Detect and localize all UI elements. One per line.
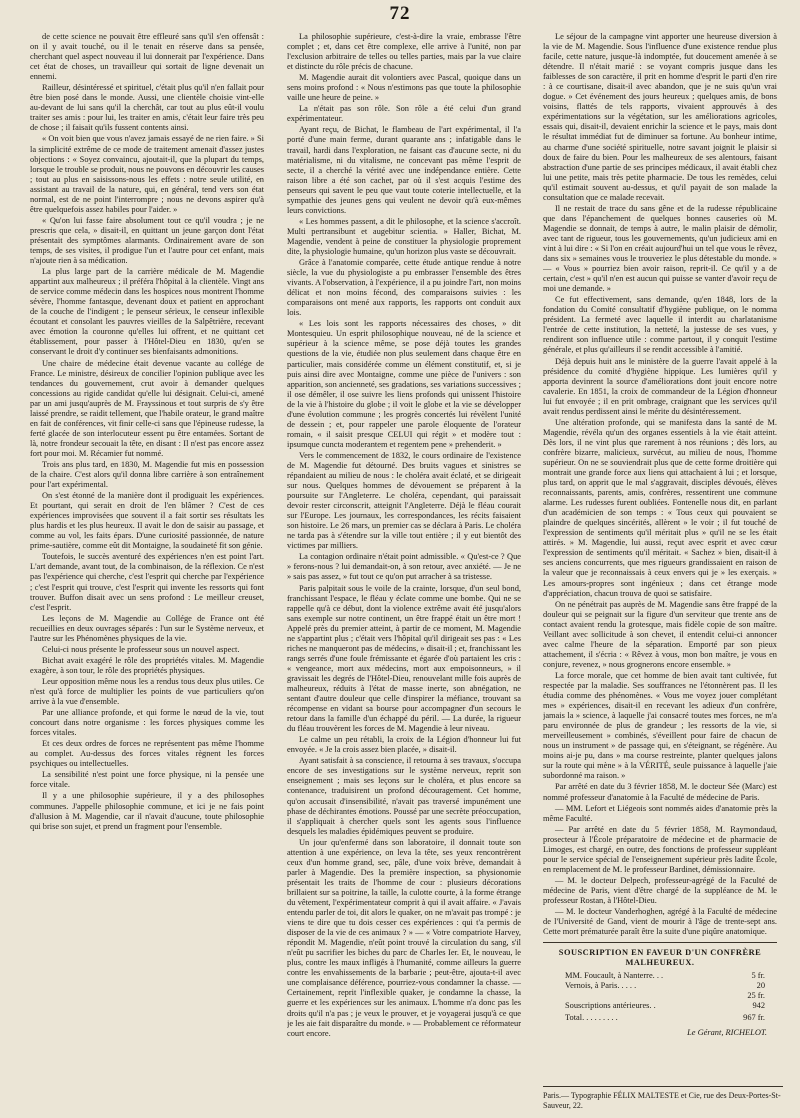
subscription-list — [543, 971, 777, 1011]
subscription-total — [543, 1013, 777, 1023]
column-1-paragraph: Il y a une philosophie supérieure, il y a des philosophes communes. J'appelle philosophie commune, et ici je ne fais point d'allusion à M. Magendie, car il n'avait d'aucune, toute philosophie qui brise son sujet, et prend un fragment pour l'ensemble. — [30, 791, 264, 831]
column-1-paragraph: Trois ans plus tard, en 1830, M. Magendie fut mis en possession de la chaire. C'est alors qu'il donna libre carrière à son entraînement pour l'art expérimental. — [30, 459, 264, 490]
column-1-paragraph: de cette science ne pouvait être effleuré sans qu'il s'en offensât : on il y avait touché, ou il le tenait en réserve dans sa pensée, cherchant quel aspect nouveau il lui donnerait par l'expérience. Dans cet état de choses, un travailleur qui sortait de ligne devenait un ennemi. — [30, 32, 264, 82]
column-2-paragraph: Paris palpitait sous le voile de la crainte, lorsque, d'un seul bond, franchissant l'espace, le fléau y éclate comme une bombe. Qui ne se rappelle qu'à ce début, dont la violence extrême avait été jusqu'alors sans exemple sur notre continent, un être frappé était un être mort ! Appelé près du premier atteint, à partir de ce moment, M. Magendie ne s'appartint plus ; c'était vers l'hôpital qu'il dirigeait ses pas : « Les riches ne manqueront pas de médecins, » disait-il ; et, franchissant les rangs serrés d'une foule frémissante et égarée d'où partaient les cris : « vengeance, mort aux médecins, mort aux empoisonneurs, » il gravissait les degrés de l'Hôtel-Dieu, renouvelant mille fois auprès de malheureux, réduits à l'état de masse inerte, son abnégation, ne sentant d'autre douleur que celle d'inspirer la méfiance, trouvant sa récompense en vidant sa bourse pour accompagner d'un secours le retour dans la famille d'un échappé du péril. — La durée, la rigueur du fléau trouvèrent les forces de M. Magendie à leur niveau. — [287, 583, 521, 734]
subscription-entry-name: Souscriptions antérieures. . — [565, 1001, 656, 1011]
column-3-paragraph: — Par arrêté en date du 5 février 1858, M. Raymondaud, prosecteur à l'École préparatoire de médecine et de pharmacie de Limoges, est chargé, en outre, des fonctions de professeur suppléant pour le service spécial de l'enseignement supérieur près ladite École, en remplacement de M. le professeur Bardinet, démissionnaire. — [543, 824, 777, 874]
column-2-paragraph: Un jour qu'enfermé dans son laboratoire, il donnait toute son attention à une expérience, on leva la tête, ses yeux rencontrèrent ceux d'un homme grand, sec, pâle, d'une voix brève, demandait à parler à Magendie. Des la première inspection, sa physionomie présentait les traits de l'homme de cour : plusieurs décorations brillaient sur sa poitrine, la taille, la culotte courte, à la forme étrange du vêtement, l'expérimentateur comprit à qui il avait affaire. « J'avais entendu parler de toi, dit alors le quaker, on ne m'avait pas trompé : je viens te dire que tu dois cesser ces expériences : qui t'a permis de disposer de la vie de ces animaux ? » — « Votre compatriote Harvey, répondit M. Magendie, n'eût point trouvé la circulation du sang, s'il n'eût pu sacrifier les biches du parc de Charles Ier. Et, le nouveau, le plus, contre les maux infligés à l'humanité, comme ailleurs la guerre contre les envahissements de la barbarie ; peut-être, ajouta-t-il avec une complaisance déférence, pourriez-vous condamner la chasse. — Certainement, reprit l'inflexible quaker, je condamne la chasse, la guerre et les expériences sur les animaux. L'homme n'a donc pas les droits qu'il n'a pas ; je veux le prouver, et je voyagerai jusqu'à ce que je les aie fait disparaître du monde. » — Probablement ce réformateur court encore. — [287, 837, 521, 1038]
subscription-entry — [543, 1001, 777, 1011]
column-3-paragraph: Ce fut effectivement, sans demande, qu'en 1848, lors de la fondation du Comité consultatif d'hygiène publique, on le nomma président. La fermeté avec laquelle il interdit au charlatanisme l'entrée de cette institution, la netteté, la justesse de ses vues, y rendirent son influence utile : comme partout, il y conquit l'estime générale, et plus qu'ailleurs il se rendit accessible à l'amitié. — [543, 295, 777, 355]
subscription-total-amount: 967 fr. — [743, 1013, 765, 1023]
column-2-paragraph: La n'était pas son rôle. Son rôle a été celui d'un grand expérimentateur. — [287, 104, 521, 124]
subscription-rule — [543, 942, 777, 943]
subscription-total-label: Total. . . . . . . . . — [565, 1013, 618, 1023]
column-middle — [287, 32, 521, 1082]
column-2-paragraph: « Les hommes passent, a dit le philosophe, et la science s'accroît. Multi pertransibunt et augebitur scientia. » Haller, Bichat, M. Magendie, vendent à peine de constituer la physiologie proprement dite, la physiologie humaine, qu'un horizon plus vaste se découvrait. — [287, 216, 521, 256]
subscription-title: SOUSCRIPTION EN FAVEUR D'UN CONFRÈRE MALHEUREUX. — [558, 948, 762, 968]
column-right-body — [543, 32, 777, 937]
column-3-paragraph: La force morale, que cet homme de bien avait tant cultivée, fut respectée par la maladie. Ses souffrances ne l'étonnèrent pas. Il les étudia comme des phénomènes. « Vous me voyez jouer complétant mes » expériences, disait-il en recevant les adieux d'un confrère, jamais la » science, à laquelle j'ai consacré toutes mes forces, ne m'a paru environnée de plus de grandeur ; les ressorts de la vie, si merveilleusement » combinés, s'éveillent pour faire de chacun de nous un instrument » de passage qui, en s'éteignant, se régénère. Au moins ai-je pu, dans » ma course restreinte, planter quelques jalons sur la route qui mène » à la VÉRITÉ, seule puissance à laquelle j'aie subordonné ma raison. » — [543, 670, 777, 781]
editor-signature: Le Gérant, RICHELOT. — [687, 1027, 767, 1037]
column-right — [543, 32, 777, 1082]
column-3-paragraph: Le séjour de la campagne vint apporter une heureuse diversion à la vie de M. Magendie. Sous l'influence d'une existence rendue plus facile, cette nature, jusque-là indomptée, fut doucement amenée à se détendre. Il n'était marié : se voyant compris jusque dans les faiblesses de son caractère, il prit en homme d'esprit le parti d'en rire : à ce courtisane, disait-il avec abandon, que je ne suis qu'un vrai dogue. » Cet événement des jours heureux ; quelques amis, de bons voisins, flattés de tels rapports, vivaient approuvés à des expérimentations sur la végétation, sur les améliorations agricoles, essais qui, disait-il, devaient enrichir la science et le pays, mais dont le résultat immédiat fut de diminuer sa fortune. Au bonheur intime, au charme d'une société spirituelle, notre savant joignit le plaisir si doux de faire du bien. Pour les malheureux de ses alentours, faisant abstraction d'une partie de ses principes médicaux, il avait établi chez lui une petite, mais très petite pharmacie. De tous les remèdes, celui qu'il estimait souvent au-dessus, et qu'il payait de son malade la consultation que ce malade recevait. — [543, 32, 777, 202]
column-3-paragraph: — MM. Lefort et Liégeois sont nommés aides d'anatomie près la même Faculté. — [543, 803, 777, 823]
column-3-paragraph: Déjà depuis huit ans le ministère de la guerre l'avait appelé à la présidence du comité d'hygiène hippique. Les lumières qu'il y apporta devinrent la source d'améliorations dont jouit encore notre cavalerie. En 1851, la croix de commandeur de la Légion d'honneur lui fut envoyée ; il en prit ombrage, craignant que les services qu'il avait rendus perdissent ainsi le mérite du désintéressement. — [543, 356, 777, 416]
column-2-paragraph: Grâce à l'anatomie comparée, cette étude antique rendue à notre siècle, la vue du physiologiste a pu embrasser l'ensemble des êtres vivants. A l'observation, à l'expérience, il a pu joindre l'art, non moins délicat et non moins fécond, des comparaisons suivies : les comparaisons ont mené aux rapports, les rapports ont conduit aux lois. — [287, 258, 521, 318]
subscription-entry — [543, 991, 777, 1001]
column-left — [30, 32, 264, 1082]
column-2-paragraph: La contagion ordinaire n'était point admissible. « Qu'est-ce ? Que » ferons-nous ? lui demandait-on, à son retour, avec anxiété. — Je ne » sais pas assez, » fut tout ce qu'on put arracher à sa tristesse. — [287, 552, 521, 582]
page-number: 72 — [389, 3, 411, 24]
column-1-paragraph: « Qu'on lui fasse faire absolument tout ce qu'il voudra ; je ne prescris que cela, » disait-il, en quittant un jeune garçon dont l'état présentait des symptômes alarmants. Ordinairement avare de son temps, de ses visites, il prodigue l'un et l'autre pour cet enfant, mais n'ajoute rien à sa médication. — [30, 215, 264, 266]
column-1-paragraph: Railleur, désintéressé et spirituel, c'était plus qu'il n'en fallait pour être bien posé dans le monde. Aussi, une clientèle choisie vint-elle au-devant de lui sans qu'il la cherchât, car tout au plus eût-il voulu traiter ses amis : pour lui, les traiter en amis, c'était leur faire très peu de chose ; il faisait qu'ils fussent contents ainsi. — [30, 83, 264, 133]
subscription-entry-name: MM. Foucault, à Nanterre. . . — [565, 971, 664, 981]
column-2-paragraph: Ayant reçu, de Bichat, le flambeau de l'art expérimental, il l'a porté d'une main ferme, durant quarante ans ; infatigable dans le travail, hardi dans l'exploration, ne faisant cas d'aucune secte, ni du matérialisme, ni du vitalisme, ne concevant pas même l'esprit de secte, il a cherché la vérité avec une indépendance entière. Cette raison libre a été son cachet, par où il s'est acquis l'estime des penseurs qui savent le peu que vaut toute coterie intellectuelle, et la sympathie des jeunes gens qui veulent ne devoir qu'à eux-mêmes leurs convictions. — [287, 125, 521, 215]
subscription-entry — [543, 971, 777, 981]
column-3-paragraph: Il ne restait de trace du sans gêne et de la rudesse républicaine que dans l'épanchement de quelques bonnes causeries où M. Magendie se donnait, de temps à autre, le malin plaisir de démolir, avec tant de rigueur, tous les gouvernements, qu'un judicieux ami en vint à lui dire : « Si l'on en créait aujourd'hui un tel que vous le rêvez, dans six » semaines vous le trouveriez le plus détestable du monde. » — « Vous » pourriez bien avoir raison, reprit-il. Ce qu'il y a de certain, c'est » qu'il n'en est aucun qui puisse se vanter d'avoir reçu de moi une demande. » — [543, 203, 777, 294]
column-2-paragraph: M. Magendie aurait dit volontiers avec Pascal, quoique dans un sens moins profond : « Nous n'estimons pas que toute la philosophie vaille une heure de peine. » — [287, 73, 521, 103]
column-1-paragraph: Et ces deux ordres de forces ne représentent pas même l'homme au complet. Au-dessus des forces vitales règnent les forces psychiques ou intellectuelles. — [30, 739, 264, 769]
subscription-entry-amount: 5 fr. — [751, 971, 765, 981]
column-3-paragraph: On ne pénétrait pas auprès de M. Magendie sans être frappé de la douleur qui se peignait sur la figure d'un serviteur que trente ans de contact avaient rendu la grotesque, mais fidèle copie de son maître. Veillant avec sollicitude à son chevet, il entendit celui-ci annoncer avec calme l'heure de la séparation. Emporté par son pieux attachement, il s'écria : « Rêvez à vous, mon bon maître, je vous en conjure, revenez, » nous grognerons encore ensemble. » — [543, 599, 777, 669]
column-1-paragraph: Une chaire de médecine était devenue vacante au collége de France. Le ministre, désireux de concilier l'opinion publique avec les tendances du gouvernement, crut avoir à demander quelques concessions au rigide candidat qu'elle lui désignait. Celui-ci, amené par un ami jusqu'auprès de M. Frayssinous et tout surpris de s'y être laissé prendre, se raidit tellement, que l'habile orateur, le grand maître en fait de conférences, vit finir celle-ci sans que l'épineuse rudesse, la ferté glacée de son interlocuteur essent pu être entamées. Sortant de là, notre frondeur secouait la tête, en disant : Il n'est pas encore assez fort pour moi. M. Récamier fut nommé. — [30, 358, 264, 458]
column-1-paragraph: Bichat avait exagéré le rôle des propriétés vitales. M. Magendie exagère, à son tour, le rôle des propriétés physiques. — [30, 655, 264, 675]
column-2-paragraph: Ayant satisfait à sa conscience, il retourna à ses travaux, s'occupa encore de ses investigations sur le système nerveux, reprit son enseignement ; mais ses leçons sur le choléra, et plus encore sa contenance, traduisirent un profond découragement. Cet homme, qu'on accusait d'insensibilité, n'avait pas traversé impunément une phase de déchirantes émotions. Poussé par une secrète préoccupation, il s'appliquait à chercher quels sont les agents sous l'influence desquels les maladies épidémiques peuvent se produire. — [287, 756, 521, 836]
column-3-paragraph: — M. le docteur Delpech, professeur-agrégé de la Faculté de médecine de Paris, vient d'être chargé de la suppléance de M. le professeur Rostan, à l'Hôtel-Dieu. — [543, 875, 777, 905]
column-3-paragraph: — M. le docteur Vanderhoghen, agrégé à la Faculté de médecine de l'Université de Gand, vient de mourir à l'âge de trente-sept ans. Cette mort prématurée paraît être la suite d'une piqûre anatomique. — [543, 907, 777, 937]
subscription-entry-name: Vernois, à Paris. . . . . — [565, 981, 637, 991]
column-3-paragraph: Une altération profonde, qui se manifesta dans la santé de M. Magendie, révéla qu'un des organes essentiels à la vie était atteint. Dès lors, il ne vint plus que rarement à nos réunions ; dès lors, au confrère bizarre, malicieux, survécut, au milieu de nous, l'homme supérieur. On ne se souviendrait plus que de cette forme droitière qui montrait une grande force aux liens qui attachaient à lui ; et lorsque, plus tard, on apprit que le mal s'aggravait, disciples dévoués, élèves reconnaissants, parents, amis, confrères, ressentirent une commune alarme. Les rudesses furent oubliées. Fontenelle nous dit, en parlant d'un académicien de son temps : « Tous ceux qui pouvaient se plaindre de quelques sincérités, allèrent » le voir ; il fut touché de l'expression de sentiments qu'il méritait plus » qu'il ne se les était attirés. » M. Magendie, lui aussi, reçut avec esprit et avec cœur l'expression de sentiments qu'il méritait. « Sachez » bien, disait-il à ses anciens concurrents, que mes rigueurs grandissaient en raison de la valeur que je reconnaissais à ceux envers qui je » les exerçais. » Les amours-propres sont ingénieux ; dans cet étrange mode d'appréciation, chacun trouva de quoi se satisfaire. — [543, 417, 777, 598]
subscription-entry-amount: 25 fr. — [747, 991, 765, 1001]
column-2-paragraph: Le calme un peu rétabli, la croix de la Légion d'honneur lui fut envoyée. « Je la crois assez bien placée, » disait-il. — [287, 735, 521, 755]
column-1-paragraph: La plus large part de la carrière médicale de M. Magendie appartint aux malheureux ; il préféra l'hôpital à la clientèle. Vingt ans de service comme médecin dans les hospices nous montrent l'homme sévère, l'homme fantasque, devenant doux et patient en approchant de la couche de l'indigent ; le penseur sérieux, le censeur inflexible écoutant et consolant les pauvres vieilles de la Salpêtrière, recevant avec émotion la couronne qu'elles lui offrent, et ne quittant cet établissement, pour passer à l'Hôtel-Dieu en 1830, qu'en se conservant le droit d'y continuer ses bienfaisants admonitions. — [30, 267, 264, 357]
column-1-paragraph: Toutefois, le succès aventuré des expériences n'en est point l'art. L'art demande, avant tout, de la combinaison, de la réflexion. Ce n'est pas l'expérience qui cherche, c'est l'esprit qui cherche par l'expérience ; c'est l'esprit qui trouve, c'est l'esprit qui invente les ressorts qui font trouver. Buffon disait avec un sens profond : Le meilleur creuset, c'est l'esprit. — [30, 552, 264, 612]
printer-imprint: Paris.— Typographie FÉLIX MALTESTE et Cie, rue des Deux-Portes-St-Sauveur, 22. — [543, 1086, 783, 1111]
column-2-paragraph: « Les lois sont les rapports nécessaires des choses, » dit Montesquieu. Un esprit philosophique nouveau, né de la science et supérieur à la science même, se pose déjà toutes les grandes questions de la vie, étudiée non plus seulement dans chaque être en particulier, mais considérée comme un élément constitutif, et, si je puis ainsi dire avec Montaigne, comme une pièce de l'univers : son apparition, son ancienneté, ses gradations, ses variations successives ; il ose démêler, il ose suivre les liens profonds qui unissent l'histoire de la vie à l'histoire du globe ; il voit le globe et la vie se développer d'une évolution commune ; les progrès concertés lui révèlent l'unité de dessein ; et, pour rappeler une parole éloquente de l'orateur romain, « il saisit presque CELUI qui régit » et modère tout : ipsumque cuncta moderantem et regentem pene » prehenderit. » — [287, 319, 521, 449]
column-1-paragraph: La sensibilité n'est point une force physique, ni la pensée une force vitale. — [30, 770, 264, 790]
subscription-entry-amount: 942 — [752, 1001, 765, 1011]
column-3-paragraph: Par arrêté en date du 3 février 1858, M. le docteur Sée (Marc) est nommé professeur d'anatomie à la Faculté de médecine de Paris. — [543, 782, 777, 802]
column-1-paragraph: Les leçons de M. Magendie au Collége de France ont été recueillies en deux ouvrages séparés : l'un sur le Système nerveux, et l'autre sur les Phénomènes physiques de la vie. — [30, 613, 264, 643]
column-1-paragraph: Par une alliance profonde, et qui forme le nœud de la vie, tout concourt dans notre organisme : les forces physiques comme les forces vitales. — [30, 708, 264, 738]
column-1-paragraph: Celui-ci nous présente le professeur sous un nouvel aspect. — [42, 644, 240, 654]
column-1-paragraph: Leur opposition même nous les a rendus tous deux plus utiles. Ce n'est qu'à force de multiplier les points de vue particuliers qu'on arrive à la vue d'ensemble. — [30, 676, 264, 707]
subscription-entry — [543, 981, 777, 991]
column-2-paragraph: La philosophie supérieure, c'est-à-dire la vraie, embrasse l'être complet ; et, dans cet être complexe, elle arrive à l'unité, non par l'exclusion arbitraire de telles ou telles parties, mais par la vue claire et distincte du rôle précis de chacune. — [287, 32, 521, 72]
subscription-entry-amount: 20 — [756, 981, 765, 991]
column-1-paragraph: On s'est étonné de la manière dont il prodiguait les expériences. Et pourtant, qui serait en droit de l'en blâmer ? C'est de ces expériences improvisées que souvent il a fait sortir ses résultats les plus hardis et les plus heureux. Il avait le don de saisir au passage, et comme au vol, les faits épars. D'une curiosité passionnée, de nature prime-sautière, comme eût dit Montaigne, la soudaineté fit son génie. — [30, 491, 264, 551]
column-1-paragraph: « On voit bien que vous n'avez jamais essayé de ne rien faire. » Si la simplicité extrême de ce mode de traitement amenait d'assez justes objections : « Soyez convaincu, ajoutait-il, que la plupart du temps, lorsque le trouble se produit, nous ne pouvons en découvrir les causes ; tout au plus en saisissons-nous les effets : notre seule utilité, en assistant au travail de la nature, qui, en général, tend vers son état normal, est de ne point l'interrompre ; nous ne devons aspirer qu'à être quelquefois assez habiles pour l'aider. » — [30, 134, 264, 214]
column-2-paragraph: Vers le commencement de 1832, le cours ordinaire de l'existence de M. Magendie fut détourné. Des bruits vagues et sinistres se répandaient au milieu de nous : le choléra avait éclaté, et se dirigeait sur nous. Quelques hommes de dévouement se préparent à la poursuite sur l'Angleterre. Le choléra, cependant, qui paraissait devoir rester circonscrit, atteignit l'Angleterre. Déjà le fléau courait sur l'Europe. Les journaux, les correspondances, les récits faisaient son histoire. Le 26 mars, un premier cas se déclara à Paris. Le choléra ne tarda pas à s'étendre sur la ville tout entière ; il y eut bientôt des victimes par milliers. — [287, 450, 521, 551]
